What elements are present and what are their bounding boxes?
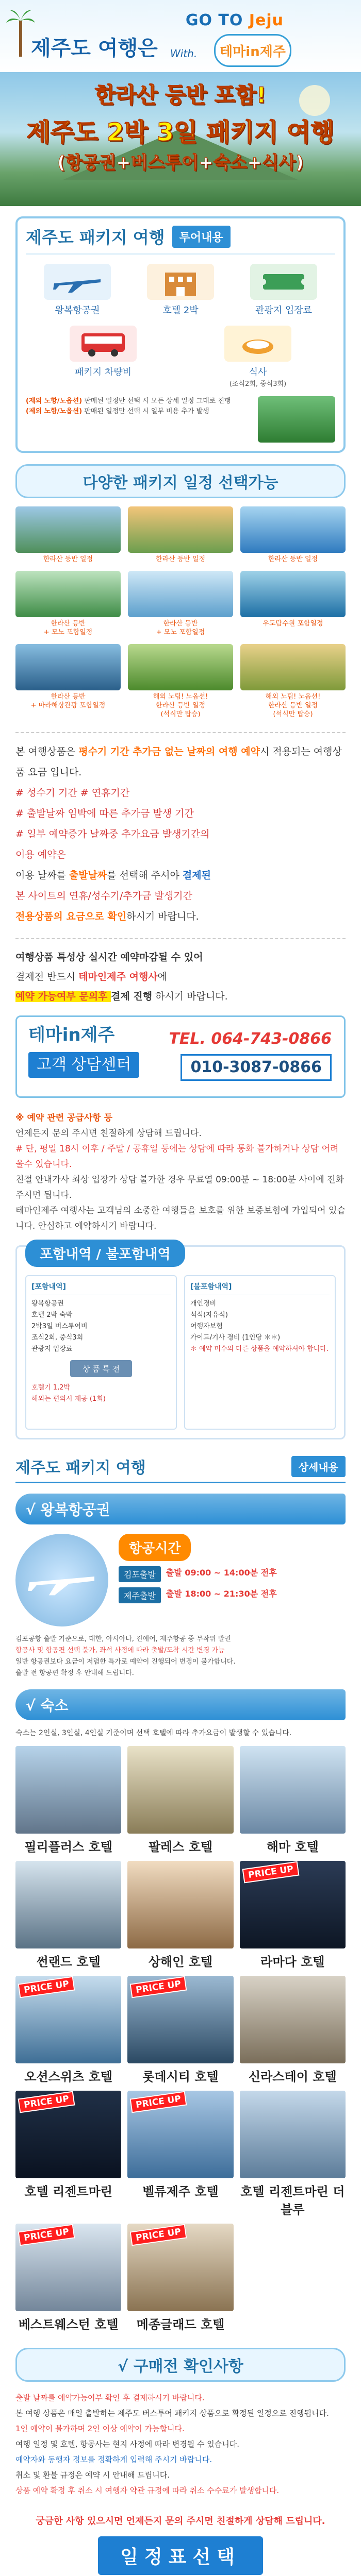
airplane-photo [15, 1534, 108, 1626]
go-to-jeju-text: GO TO Jeju [185, 11, 284, 29]
hotel-card[interactable]: PRICE UP 롯데시티 호텔 [127, 1976, 233, 2084]
hotel-card[interactable]: 썬랜드 호텔 [15, 1861, 121, 1970]
header-with: With. [170, 47, 198, 60]
header-banner [0, 0, 361, 72]
price-up-badge: PRICE UP [18, 2091, 75, 2113]
hotel-card[interactable]: 필리플러스 호텔 [15, 1746, 121, 1855]
package-item: 왕복항공권 [26, 264, 129, 316]
hotel-card[interactable]: PRICE UP 호텔 리젠트마린 [15, 2091, 121, 2217]
schedule-title: 다양한 패키지 일정 선택가능 [15, 464, 346, 498]
meal-icon [224, 326, 291, 362]
header-title: 제주도 여행은 [31, 37, 158, 60]
price-up-badge: PRICE UP [18, 1976, 75, 1998]
hero-banner [0, 72, 361, 206]
price-up-badge: PRICE UP [130, 1976, 187, 1998]
footer-note: 궁금한 사항 있으시면 언제든지 문의 주시면 친절하게 상담해 드립니다. [36, 2516, 325, 2527]
contact-brand: 테마in제주 [28, 1025, 115, 1045]
schedule-item[interactable]: 한라산 등반 일정 [240, 506, 346, 564]
hero-line-1: 한라산 등반 포함! [94, 82, 267, 108]
contact-section: 여행상품 특성상 실시간 예약마감될 수 있어 결제전 반드시 테마인제주 여행사에 예약 가능여부 문의후 결제 진행 하시기 바랍니다. 테마in제주 TEL. 064-743-0866 고객 상담센터 010-3087-0866 [15, 938, 346, 1098]
include-exclude-tab: 포함내역 / 불포함내역 [25, 1240, 185, 1267]
package-item: 관광지 입장료 [232, 264, 335, 316]
flight-time-title: 항공시간 [119, 1534, 191, 1561]
package-note-row: (제외 노항/노옵션) 판매된 일정만 선택 시 모든 상세 일정 그대로 진행 (제외 노항/노옵션) 판매된 일정만 선택 시 일부 비용 추가 발생 [26, 396, 335, 443]
tour-photo [258, 396, 335, 443]
hotel-subheader: √ 숙소 [15, 1689, 346, 1720]
schedule-item[interactable]: 해외 노팁! 노옵션! 한라산 등반 일정 (석식만 탑승) [128, 644, 233, 719]
detail-section-header: 제주도 패키지 여행 상세내용 [15, 1455, 346, 1483]
price-up-badge: PRICE UP [130, 2224, 187, 2246]
schedule-grid [15, 506, 346, 719]
hotel-card[interactable]: PRICE UP 벨류제주 호텔 [127, 2091, 233, 2217]
hero-line-3: (항공권+버스투어+숙소+식사) [57, 152, 304, 173]
package-header [26, 225, 335, 255]
airline-subheader: √ 왕복항공권 [15, 1494, 346, 1524]
contact-phone[interactable]: TEL. 064-743-0866 [169, 1030, 332, 1048]
price-up-badge: PRICE UP [130, 2091, 187, 2113]
package-item: 패키지 차량비 [52, 326, 155, 388]
hotel-icon [147, 264, 214, 300]
brand-logo: 테마in제주 [214, 34, 291, 67]
schedule-item[interactable]: 해외 노팁! 노옵션! 한라산 등반 일정 (석식만 탑승) [240, 644, 346, 719]
include-exclude-box [15, 1245, 346, 1439]
include-column: [포함내역] 왕복항공권 호텔 2박 숙박 2박3일 버스투어비 조식2회, 중식3회 관광지 입장료 상 품 특 전 호텔기 1,2박 해외는 편의시 제공 (1회) [25, 1275, 177, 1430]
hotel-card[interactable]: 상해인 호텔 [127, 1861, 233, 1970]
schedule-item[interactable]: 한라산 등반 + 마라해상관광 포함일정 [15, 644, 121, 719]
hotel-card[interactable]: PRICE UP 오션스위츠 호텔 [15, 1976, 121, 2084]
schedule-item[interactable]: 한라산 등반 + 모노 포함일정 [128, 571, 233, 637]
contact-mobile[interactable]: 010-3087-0866 [180, 1054, 332, 1081]
hotel-card[interactable]: 신라스테이 호텔 [240, 1976, 346, 2084]
package-icon-row [26, 264, 335, 316]
hotel-card[interactable]: 해마 호텔 [240, 1746, 346, 1855]
airline-notes: 김포공항 출발 기준으로, 대한, 아시아나, 진에어, 제주항공 중 무작위 발권 항공사 및 항공편 선택 불가, 좌석 사정에 따라 출발/도착 시간 변경 가능 일반 항공권보다 요금이 저렴한 특가로 예약이 진행되어 변경이 불가합니다. 출발 전 항공편 확정 후 안내해 드립니다. [15, 1635, 236, 1677]
hotel-card[interactable]: PRICE UP 라마다 호텔 [240, 1861, 346, 1970]
package-item: 식사 (조식2회, 중식3회) [206, 326, 309, 388]
package-badge: 투어내용 [172, 226, 231, 248]
airplane-icon [44, 264, 111, 300]
schedule-item[interactable]: 한라산 등반 + 모노 포함일정 [15, 571, 121, 637]
package-box [15, 216, 346, 453]
package-title: 제주도 패키지 여행 [26, 228, 165, 247]
page-root: GO TO Jeju 제주도 여행은 With. 테마in제주 한라산 등반 포함! 제주도 2박 3일 패키지 여행 (항공권+버스투어+숙소+식사) 제주도 패키지 여행 투어내용 왕복항공권 호텔 2박 관광지 입장료 패키지 차량비 식사 (조식2회, 중식3회) (제외 노항/노옵션) 판매된 일정만 선택 시 모든 상세 일정 그대로 진행 (제외 노항/노옵션) 판매된 일정만 선택 시 일부 비용 추가 발생 다양한 패키지 일정 선택가능 한라산 등반 일정 한라산 등반 일정 한라산 등반 일정 한라산 등반 + 모노 포함일정 한라산 등반 + 모노 포함일정 우도탐수원 포함일정 한라산 등반 + 마라해상관광 포함일정 해외 노팁! 노옵션! 한라산 등반 일정 (석식만 탑승) 해외 노팁! 노옵션! 한라산 등반 일정 (석식만 탑승) 본 여행상품은 평수기 기간 추가금 없는 날짜의 여행 예약시 적용되는 여행상품 요금 입니다. # 성수기 기간 # 연휴기간 # 출발날짜 임박에 따른 추가금 발생 기간 # 일부 예약증가 날짜중 추가요금 발생기간의 이용 예약은 이용 날짜를 출발날짜를 선택해 주셔야 결제된 본 사이트의 연휴/성수기/추가금 발생기간 전용상품의 요금으로 확인하시기 바랍니다. 여행상품 특성상 실시간 예약마감될 수 있어 결제전 반드시 테마인제주 여행사에 예약 가능여부 문의후 결제 진행 하시기 바랍니다. 테마in제주 TEL. 064-743-0866 고객 상담센터 010-3087-0866 ※ 예약 관련 공급사항 등 언제든지 문의 주시면 친절하게 상담해 드립니다. # 단, 평일 18시 이후 / 주말 / 공휴일 등에는 상담에 따라 통화 불가하거나 상담 어려울수 있습니다. 친절 안내가사 최상 입장가 상담 불가한 경우 무료열 09:00분 ~ 18:00분 사이에 전화주시면 됩니다. 테마인제주 여행사는 고객님의 소중한 여행들을 보호를 위한 보증보험에 가입되어 있습니다. 안심하고 예약하시기 바랍니다. 포함내역 / 불포함내역 [포함내역] 왕복항공권 호텔 2박 숙박 2박3일 버스투어비 조식2회, 중식3회 관광지 입장료 상 품 특 전 호텔기 1,2박 해외는 편의시 제공 (1회) [불포함내역] 개인경비 석식(자유식) 여행자보험 가이드/기사 경비 (1인당 ＊＊) ＊ 예약 미수의 다른 상품을 예약하셔야 합니다. 제주도 패키지 여행 상세내용 √ 왕복항공권 항공시간 김포출발 출발 09:00 ~ 14:00분 전후 제주출발 출발 18:00 ~ 21:30분 전후 김포공항 출발 기준으로, 대한, 아시아나, 진에어, 제주항공 중 무작위 발권 항공사 및 항공편 선택 불가, 좌석 사정에 따라 출발/도착 시간 변경 가능 일반 항공권보다 요금이 저렴한 특가로 예약이 진행되어 변경이 불가합니다. 출발 전 항공편 확정 후 안내해 드립니다. √ 숙소 숙소는 2인실, 3인실, 4인실 기준이며 선택 호텔에 따라 추가요금이 발생할 수 있습니다. 필리플러스 호텔 팔레스 호텔 해마 호텔 썬랜드 호텔 상해인 호텔 PRICE UP 라마다 호텔 PRICE UP 오션스위츠 호텔 PRICE UP 롯데시티 호텔 신라스테이 호텔 PRICE UP 호텔 리젠트마린 PRICE UP 벨류제주 호텔 호텔 리젠트마린 더블루 PRICE UP 베스트웨스턴 호텔 PRICE UP 메종글래드 호텔 √ 구매전 확인사항 출발 날짜를 예약가능여부 확인 후 결제하시기 바랍니다. 본 여행 상품은 매일 출발하는 제주도 버스투어 패키지 상품으로 확정된 일정으로 진행됩니다. 1인 예약이 불가하며 2인 이상 예약이 가능합니다. 여행 일정 및 호텔, 항공사는 현지 사정에 따라 변경될 수 있습니다. 예약자와 동행자 정보를 정확하게 입력해 주시기 바랍니다. 취소 및 환불 규정은 예약 시 안내해 드립니다. 상품 예약 확정 후 취소 시 여행자 약관 규정에 따라 취소 수수료가 발생합니다. 궁금한 사항 있으시면 언제든지 문의 주시면 친절하게 상담해 드립니다. 일정표선택 [0, 0, 361, 2575]
schedule-item[interactable]: 한라산 등반 일정 [128, 506, 233, 564]
hero-line-2: 제주도 2박 3일 패키지 여행 [26, 118, 335, 147]
info-section: 본 여행상품은 평수기 기간 추가금 없는 날짜의 여행 예약시 적용되는 여행상품 요금 입니다. # 성수기 기간 # 연휴기간 # 출발날짜 임박에 따른 추가금 발생 기간 # 일부 예약증가 날짜중 추가요금 발생기간의 이용 예약은 이용 날짜를 출발날짜를 선택해 주셔야 결제된 본 사이트의 연휴/성수기/추가금 발생기간 전용상품의 요금으로 확인하시기 바랍니다. [15, 732, 346, 927]
schedule-item[interactable]: 한라산 등반 일정 [15, 506, 121, 564]
customer-center-label: 고객 상담센터 [28, 1052, 139, 1078]
select-schedule-button[interactable]: 일정표선택 [98, 2536, 263, 2575]
hotel-card[interactable]: PRICE UP 베스트웨스턴 호텔 [15, 2224, 121, 2332]
price-up-badge: PRICE UP [18, 2224, 75, 2246]
hotel-grid [15, 1746, 346, 2332]
hotel-card[interactable]: PRICE UP 메종글래드 호텔 [127, 2224, 233, 2332]
contact-card [15, 1015, 346, 1098]
ticket-icon [250, 264, 317, 300]
package-icon-row-2 [26, 326, 335, 388]
airline-section: 항공시간 김포출발 출발 09:00 ~ 14:00분 전후 제주출발 출발 18:00 ~ 21:30분 전후 [15, 1534, 346, 1626]
exclude-column: [불포함내역] 개인경비 석식(자유식) 여행자보험 가이드/기사 경비 (1인당 ＊＊) ＊ 예약 미수의 다른 상품을 예약하셔야 합니다. [184, 1275, 336, 1430]
package-item: 호텔 2박 [129, 264, 232, 316]
hotel-card[interactable]: 팔레스 호텔 [127, 1746, 233, 1855]
bus-icon [70, 326, 137, 362]
notice-section: ※ 예약 관련 공급사항 등 언제든지 문의 주시면 친절하게 상담해 드립니다. # 단, 평일 18시 이후 / 주말 / 공휴일 등에는 상담에 따라 통화 불가하거나 상담 어려울수 있습니다. 친절 안내가사 최상 입장가 상담 불가한 경우 무료열 09:00분 ~ 18:00분 사이에 전화주시면 됩니다. 테마인제주 여행사는 고객님의 소중한 여행들을 보호를 위한 보증보험에 가입되어 있습니다. 안심하고 예약하시기 바랍니다. [15, 1113, 346, 1231]
schedule-item[interactable]: 우도탐수원 포함일정 [240, 571, 346, 637]
hotel-card[interactable]: 호텔 리젠트마린 더블루 [240, 2091, 346, 2217]
benefit-button[interactable]: 상 품 특 전 [70, 1360, 132, 1377]
check-section-title: √ 구매전 확인사항 [15, 2348, 346, 2382]
schedule-section [15, 464, 346, 719]
check-list: 출발 날짜를 예약가능여부 확인 후 결제하시기 바랍니다. 본 여행 상품은 매일 출발하는 제주도 버스투어 패키지 상품으로 확정된 일정으로 진행됩니다. 1인 예약이 불가하며 2인 이상 예약이 가능합니다. 여행 일정 및 호텔, 항공사는 현지 사정에 따라 변경될 수 있습니다. 예약자와 동행자 정보를 정확하게 입력해 주시기 바랍니다. 취소 및 환불 규정은 예약 시 안내해 드립니다. 상품 예약 확정 후 취소 시 여행자 약관 규정에 따라 취소 수수료가 발생합니다. [15, 2393, 329, 2495]
price-up-badge: PRICE UP [242, 1861, 299, 1884]
